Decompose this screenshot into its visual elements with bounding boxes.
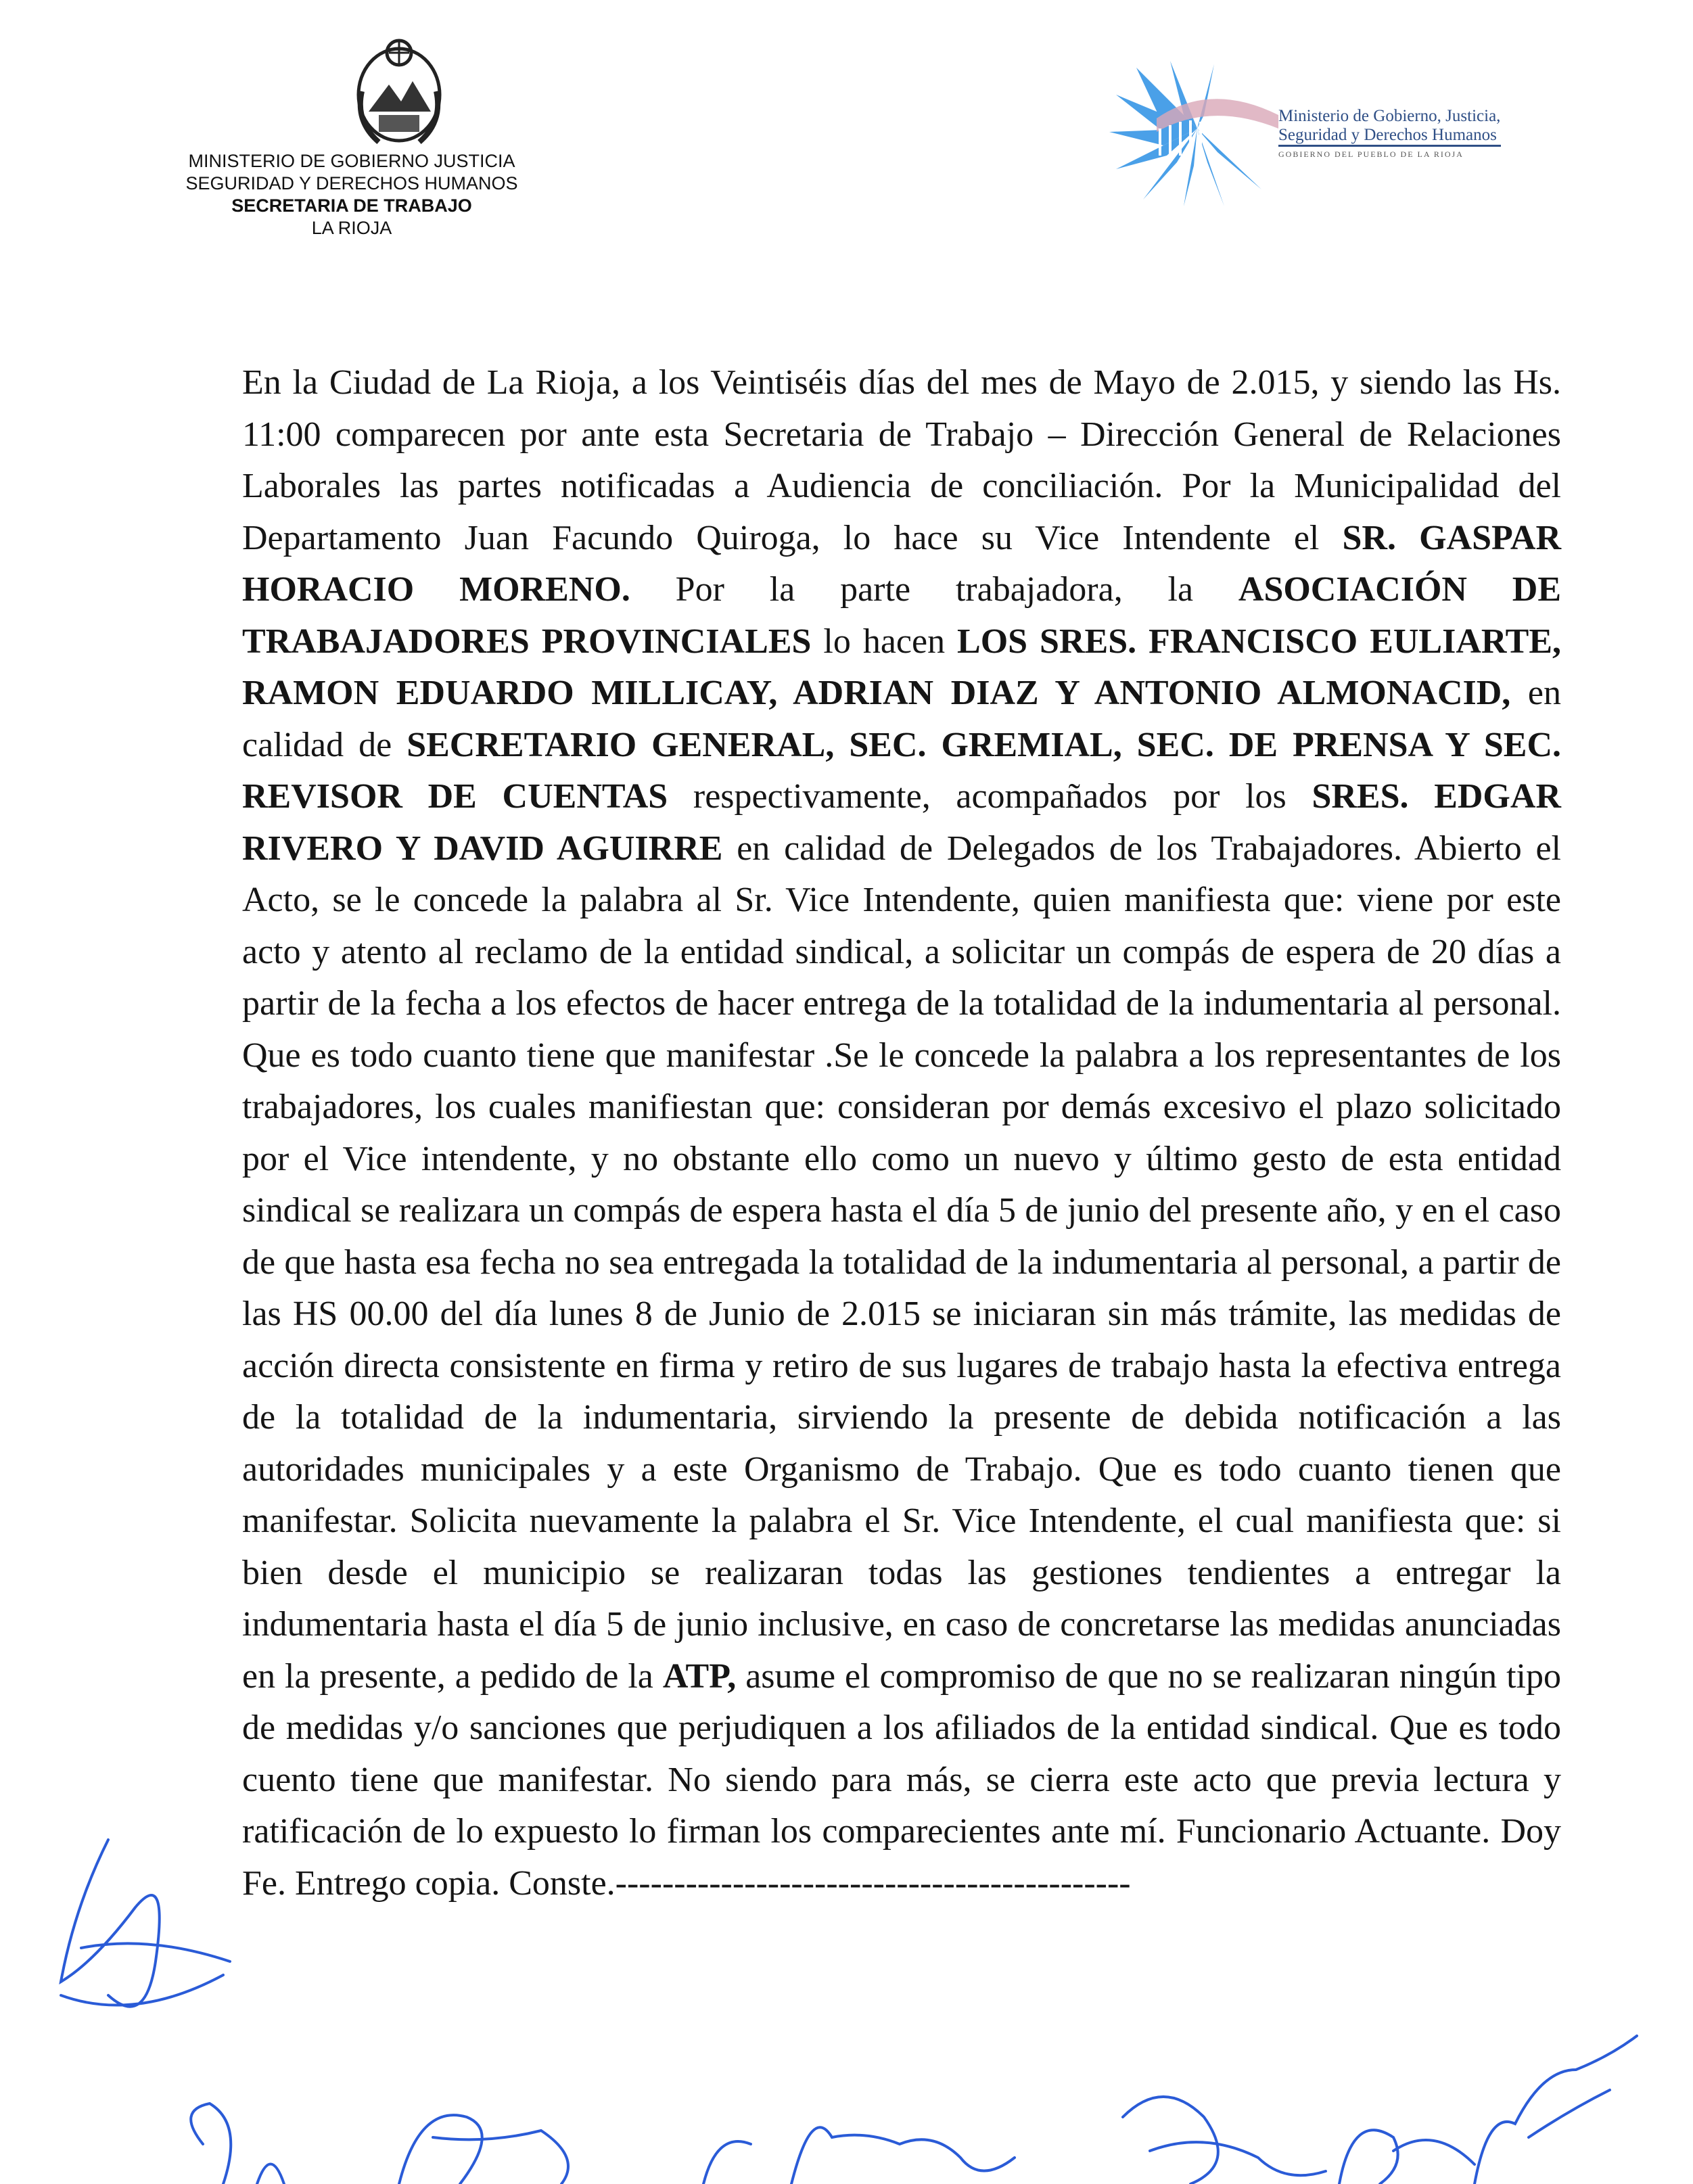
signature-5 <box>1339 2130 1475 2184</box>
signature-6 <box>1475 2036 1637 2184</box>
ministry-line-1: MINISTERIO DE GOBIERNO JUSTICIA <box>188 151 515 171</box>
signature-4 <box>1123 2097 1326 2184</box>
bold-segment: ASOCIACIÓN DE TRABAJADORES PROVINCIALES <box>242 570 1562 661</box>
text-segment: en calidad de Delegados de los Trabajadores. Abierto el Acto, se le concede la palabra al Sr. Vice Intendente, quien manifiesta que: viene por este acto y atento al reclamo de la entidad sindical, a solicitar un compás de espera de 20 días a partir de la fecha a los efectos de hacer entrega de la totalidad de la indumentaria al personal. Que es todo cuanto tiene que manifestar .Se le concede la palabra a los representantes de los trabajadores, los cuales manifiestan que: consideran por demás excesivo el plazo solicitado por el Vice intendente, y no obstante ello como un nuevo y último gesto de esta entidad sindical se realizara un compás de espera hasta el día 5 de junio del presente año, y en el caso de que hasta esa fecha no sea entregada la totalidad de la indumentaria al personal, a partir de las HS 00.00 del día lunes 8 de Junio de 2.015 se iniciaran sin más trámite, las medidas de acción directa consistente en firma y retiro de sus lugares de trabajo hasta la efectiva entrega de la totalidad de la indumentaria, sirviendo la presente de debida notificación a las autoridades municipales y a este Organismo de Trabajo. Que es todo cuanto tienen que manifestar. Solicita nuevamente la palabra el Sr. Vice Intendente, el cual manifiesta que: si bien desde el municipio se realizaran todas las gestiones tendientes a entregar la indumentaria hasta el día 5 de junio inclusive, en caso de concretarse las medidas anunciadas en la presente, a pedido de la <box>242 829 1562 1696</box>
text-segment: respectivamente, acompañados por los <box>668 777 1312 816</box>
bold-segment: ATP, <box>662 1656 737 1696</box>
logo-line-1: Ministerio de Gobierno, Justicia, <box>1278 107 1501 125</box>
secretaria-line: SECRETARIA DE TRABAJO <box>231 195 472 216</box>
act-paragraph <box>242 357 1561 1909</box>
city-line: LA RIOJA <box>311 218 392 238</box>
bold-segment: SRES. EDGAR RIVERO Y DAVID AGUIRRE <box>242 777 1561 868</box>
logo-line-3: GOBIERNO DEL PUEBLO DE LA RIOJA <box>1278 149 1464 159</box>
signature-2 <box>399 2115 568 2184</box>
text-segment: asume el compromiso de que no se realizaran ningún tipo de medidas y/o sanciones que perjudiquen a los afiliados de la entidad sindical. Que es todo cuento tiene que manifestar. No siendo para más, se cierra este acto que previa lectura y ratificación de lo expuesto lo firman los comparecientes ante mí. Funcionario Actuante. Doy Fe. Entrego copia. Conste. <box>242 1656 1561 1903</box>
logo-line-2: Seguridad y Derechos Humanos <box>1278 126 1501 147</box>
margin-signature <box>61 1840 230 2007</box>
bold-segment: SR. GASPAR HORACIO MORENO. <box>242 518 1562 609</box>
bold-segment: LOS SRES. FRANCISCO EULIARTE, RAMON EDUARDO MILLICAY, ADRIAN DIAZ Y ANTONIO ALMONACID, <box>242 622 1561 712</box>
text-segment: En la Ciudad de La Rioja, a los Veintiséis días del mes de Mayo de 2.015, y siendo las Hs. 11:00 comparecen por ante esta Secretaria de Trabajo – Dirección General de Relaciones Laborales las partes notificadas a Audiencia de conciliación. Por la Municipalidad del Departamento Juan Facundo Quiroga, lo hace su Vice Intendente el <box>242 363 1561 557</box>
text-segment: lo hacen <box>811 622 958 661</box>
ministry-logo-text <box>1278 107 1617 160</box>
closing-dashes: -------------------------------------------- <box>615 1863 1131 1903</box>
provincial-seal-icon <box>348 27 450 152</box>
act-body <box>242 357 1561 1909</box>
ministry-line-2: SEGURIDAD Y DERECHOS HUMANOS <box>185 173 518 193</box>
text-segment: en calidad de <box>242 674 1561 764</box>
signature-3 <box>703 2127 1015 2184</box>
bold-segment: SECRETARIO GENERAL, SEC. GREMIAL, SEC. DE PRENSA Y SEC. REVISOR DE CUENTAS <box>242 725 1562 816</box>
text-segment: Por la parte trabajadora, la <box>630 570 1238 609</box>
ministry-sun-logo-icon <box>1096 54 1285 210</box>
ministry-header <box>156 150 548 239</box>
signature-1 <box>191 2104 284 2184</box>
